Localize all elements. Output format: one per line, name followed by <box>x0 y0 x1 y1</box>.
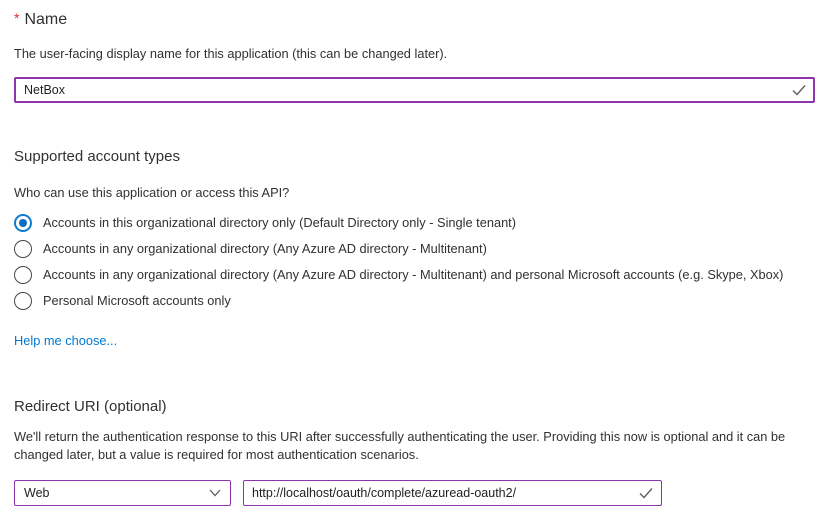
name-label-text: Name <box>24 11 68 28</box>
radio-button[interactable] <box>14 292 32 310</box>
platform-select-value: Web <box>24 485 50 500</box>
name-field-label <box>14 8 815 31</box>
supported-account-types-heading: Supported account types <box>14 147 180 165</box>
name-field-description: The user-facing display name for this application (this can be changed later). <box>14 46 448 61</box>
radio-option-multitenant[interactable] <box>14 236 815 262</box>
radio-option-personal-only[interactable] <box>14 288 815 314</box>
redirect-uri-input[interactable] <box>243 480 662 506</box>
redirect-uri-row <box>14 480 815 506</box>
redirect-uri-input-wrap <box>243 480 662 506</box>
radio-option-label: Accounts in this organizational directory only (Default Directory only - Single tenant) <box>43 215 516 230</box>
radio-button[interactable] <box>14 266 32 284</box>
radio-option-label: Accounts in any organizational directory (Any Azure AD directory - Multitenant) and personal Microsoft accounts (e.g. Skype, Xbox) <box>43 267 784 282</box>
radio-button-selected[interactable] <box>14 214 32 232</box>
name-input-wrap <box>14 77 815 103</box>
account-types-radio-group <box>14 210 815 314</box>
radio-option-label: Accounts in any organizational directory (Any Azure AD directory - Multitenant) <box>43 241 487 256</box>
radio-button[interactable] <box>14 240 32 258</box>
radio-option-multitenant-personal[interactable] <box>14 262 815 288</box>
radio-option-label: Personal Microsoft accounts only <box>43 293 231 308</box>
name-input[interactable] <box>14 77 815 103</box>
chevron-down-icon <box>209 489 221 497</box>
platform-select[interactable] <box>14 480 231 506</box>
help-me-choose-link[interactable]: Help me choose... <box>14 332 118 348</box>
required-asterisk: * <box>14 10 20 26</box>
redirect-uri-heading: Redirect URI (optional) <box>14 397 167 415</box>
account-types-question: Who can use this application or access this API? <box>14 184 290 200</box>
radio-option-single-tenant[interactable] <box>14 210 815 236</box>
redirect-uri-description: We'll return the authentication response to this URI after successfully authenticating the user. Providing this now is optional and it can be changed later, but a value is required for most authentication scenarios. <box>14 428 786 462</box>
